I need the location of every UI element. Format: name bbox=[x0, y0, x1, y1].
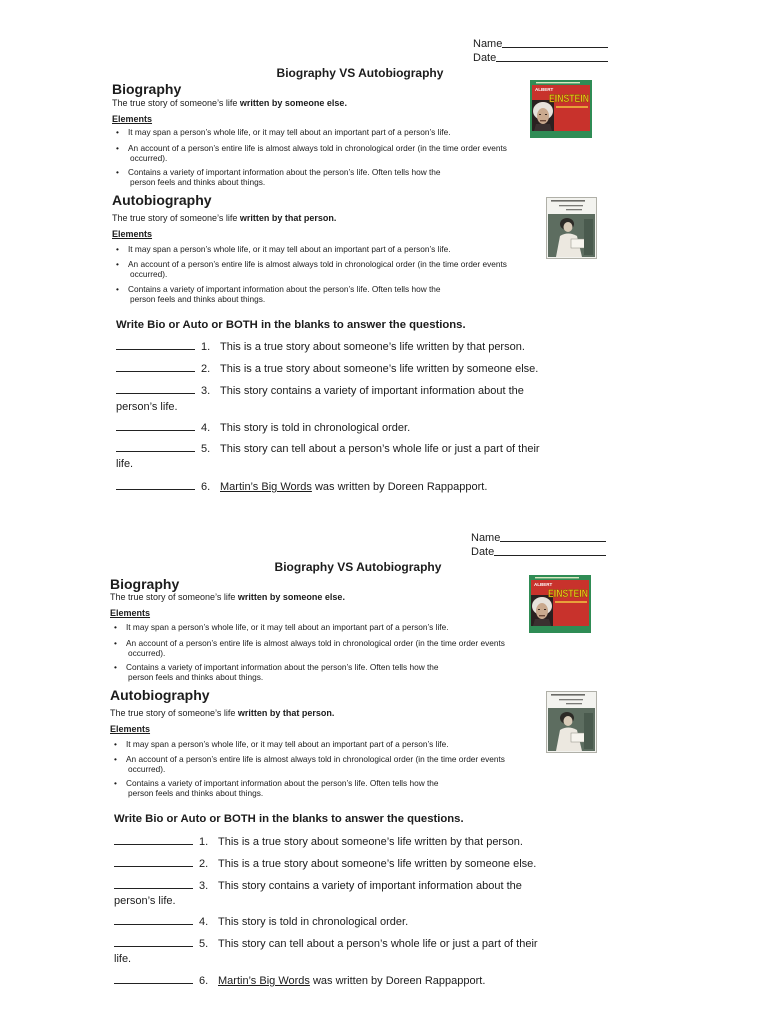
answer-blank bbox=[114, 946, 193, 947]
question-number: 6. bbox=[199, 975, 209, 987]
element-text: • It may span a person’s whole life, or it may tell about an important part of a person’s life. bbox=[128, 127, 451, 137]
biography-heading: Biography bbox=[110, 576, 180, 592]
question-text: This is a true story about someone’s life written by someone else. bbox=[218, 858, 537, 870]
question-number: 1. bbox=[201, 341, 211, 353]
question-number: 4. bbox=[199, 916, 209, 928]
answer-blank bbox=[116, 451, 195, 452]
question-number: 3. bbox=[201, 385, 211, 397]
question-number: 5. bbox=[201, 443, 211, 455]
worksheet-title: Biography VS Autobiography bbox=[274, 560, 442, 574]
question-text: This story contains a variety of important information about the bbox=[218, 880, 522, 892]
autobiography-heading: Autobiography bbox=[110, 687, 210, 703]
definition-text: The true story of someone’s life bbox=[112, 213, 240, 223]
answer-blank bbox=[114, 844, 193, 845]
question-number: 6. bbox=[201, 481, 211, 493]
question-6 bbox=[114, 974, 485, 988]
question-3-continued: person’s life. bbox=[116, 401, 178, 413]
answer-blank bbox=[114, 924, 193, 925]
question-3 bbox=[114, 879, 522, 893]
question-text: was written by Doreen Rappapport. bbox=[309, 975, 486, 987]
instructions: Write Bio or Auto or BOTH in the blanks to answer the questions. bbox=[114, 813, 464, 825]
autobiography-book-cover-image bbox=[546, 197, 597, 259]
answer-blank bbox=[114, 983, 193, 984]
name-label: Name bbox=[473, 38, 503, 50]
element-text-continued: occurred). bbox=[130, 152, 168, 163]
name-field bbox=[473, 37, 608, 51]
biography-heading: Biography bbox=[112, 81, 182, 97]
biography-elements-label: Elements bbox=[110, 608, 151, 618]
worksheet-copy-2 bbox=[0, 494, 766, 994]
element-text: • An account of a person’s entire life is almost always told in chronological order (in the time order events bbox=[128, 143, 507, 153]
element-text: • An account of a person’s entire life is almost always told in chronological order (in the time order events bbox=[128, 259, 507, 269]
question-number: 1. bbox=[199, 836, 209, 848]
autobiography-definition bbox=[110, 707, 334, 719]
question-6 bbox=[116, 480, 487, 494]
biography-elements-label: Elements bbox=[112, 114, 153, 124]
answer-blank bbox=[116, 489, 195, 490]
biography-definition bbox=[110, 591, 345, 603]
element-text: • It may span a person’s whole life, or it may tell about an important part of a person’s life. bbox=[126, 622, 449, 632]
cover-small-text: ALBERT bbox=[535, 87, 554, 92]
question-text: This story is told in chronological order. bbox=[220, 422, 411, 434]
date-field bbox=[473, 51, 608, 65]
autobiography-element-1 bbox=[114, 740, 449, 750]
question-text: This is a true story about someone’s life written by that person. bbox=[218, 836, 523, 848]
question-4 bbox=[114, 915, 408, 929]
element-text-continued: occurred). bbox=[128, 647, 166, 658]
name-field bbox=[471, 531, 606, 545]
definition-text: The true story of someone’s life bbox=[110, 708, 238, 718]
element-text: • Contains a variety of important information about the person’s life. Often tells how the bbox=[128, 284, 441, 294]
date-label: Date bbox=[473, 52, 497, 64]
answer-blank bbox=[114, 866, 193, 867]
answer-blank bbox=[116, 371, 195, 372]
cover-title: EINSTEIN bbox=[548, 588, 589, 600]
element-text: • Contains a variety of important information about the person’s life. Often tells how the bbox=[126, 778, 439, 788]
question-text: This story contains a variety of important information about the bbox=[220, 385, 524, 397]
element-text: • Contains a variety of important information about the person’s life. Often tells how the bbox=[126, 662, 439, 672]
question-number: 4. bbox=[201, 422, 211, 434]
worksheet-title: Biography VS Autobiography bbox=[276, 66, 444, 80]
definition-emphasis: written by that person. bbox=[239, 213, 337, 223]
biography-element-2 bbox=[116, 144, 507, 163]
biography-element-3 bbox=[116, 168, 441, 187]
element-text: • An account of a person’s entire life is almost always told in chronological order (in the time order events bbox=[126, 638, 505, 648]
question-text: This is a true story about someone’s life written by someone else. bbox=[220, 363, 539, 375]
name-blank-line bbox=[500, 541, 606, 542]
element-text-continued: occurred). bbox=[128, 763, 166, 774]
date-field bbox=[471, 545, 606, 559]
cover-small-text: ALBERT bbox=[534, 582, 553, 587]
question-number: 3. bbox=[199, 880, 209, 892]
biography-definition bbox=[112, 97, 347, 109]
book-title: Martin’s Big Words bbox=[218, 975, 310, 987]
question-number: 2. bbox=[201, 363, 211, 375]
question-text: was written by Doreen Rappapport. bbox=[311, 481, 488, 493]
element-text-continued: person feels and thinks about things. bbox=[128, 787, 264, 798]
definition-emphasis: written by someone else. bbox=[237, 592, 345, 602]
definition-emphasis: written by someone else. bbox=[239, 98, 347, 108]
question-3-continued: person’s life. bbox=[114, 895, 176, 907]
question-5-continued: life. bbox=[114, 953, 132, 965]
autobiography-elements-label: Elements bbox=[110, 724, 151, 734]
autobiography-definition bbox=[112, 212, 336, 224]
question-4 bbox=[116, 421, 410, 435]
answer-blank bbox=[116, 430, 195, 431]
question-text: This story is told in chronological order. bbox=[218, 916, 409, 928]
element-text: • Contains a variety of important information about the person’s life. Often tells how the bbox=[128, 167, 441, 177]
einstein-book-cover-image bbox=[530, 80, 592, 138]
worksheet-copy-1 bbox=[0, 0, 768, 500]
question-text: This story can tell about a person’s whole life or just a part of their bbox=[218, 938, 538, 950]
element-text-continued: person feels and thinks about things. bbox=[128, 671, 264, 682]
cover-title: EINSTEIN bbox=[549, 93, 590, 105]
question-5 bbox=[114, 937, 538, 951]
question-5 bbox=[116, 442, 540, 456]
element-text-continued: person feels and thinks about things. bbox=[130, 293, 266, 304]
autobiography-element-3 bbox=[114, 779, 439, 798]
question-2 bbox=[116, 362, 538, 376]
einstein-book-cover-image bbox=[529, 575, 591, 633]
answer-blank bbox=[116, 393, 195, 394]
element-text: • An account of a person’s entire life is almost always told in chronological order (in the time order events bbox=[126, 754, 505, 764]
date-blank-line bbox=[496, 61, 608, 62]
question-1 bbox=[114, 835, 523, 849]
element-text: • It may span a person’s whole life, or it may tell about an important part of a person’s life. bbox=[126, 739, 449, 749]
autobiography-element-1 bbox=[116, 245, 451, 255]
autobiography-elements-label: Elements bbox=[112, 229, 153, 239]
name-label: Name bbox=[471, 532, 501, 544]
date-label: Date bbox=[471, 546, 495, 558]
name-blank-line bbox=[502, 47, 608, 48]
definition-text: The true story of someone’s life bbox=[110, 592, 238, 602]
question-2 bbox=[114, 857, 536, 871]
autobiography-heading: Autobiography bbox=[112, 192, 212, 208]
definition-text: The true story of someone’s life bbox=[112, 98, 240, 108]
biography-element-1 bbox=[114, 623, 449, 633]
question-3 bbox=[116, 384, 524, 398]
autobiography-element-3 bbox=[116, 285, 441, 304]
autobiography-element-2 bbox=[116, 260, 507, 279]
instructions: Write Bio or Auto or BOTH in the blanks to answer the questions. bbox=[116, 319, 466, 331]
element-text-continued: person feels and thinks about things. bbox=[130, 176, 266, 187]
question-5-continued: life. bbox=[116, 458, 134, 470]
question-number: 5. bbox=[199, 938, 209, 950]
answer-blank bbox=[114, 888, 193, 889]
question-text: This story can tell about a person’s whole life or just a part of their bbox=[220, 443, 540, 455]
question-1 bbox=[116, 340, 525, 354]
autobiography-element-2 bbox=[114, 755, 505, 774]
autobiography-book-cover-image bbox=[546, 691, 597, 753]
question-text: This is a true story about someone’s life written by that person. bbox=[220, 341, 525, 353]
date-blank-line bbox=[494, 555, 606, 556]
biography-element-3 bbox=[114, 663, 439, 682]
biography-element-2 bbox=[114, 639, 505, 658]
answer-blank bbox=[116, 349, 195, 350]
definition-emphasis: written by that person. bbox=[237, 708, 335, 718]
element-text-continued: occurred). bbox=[130, 268, 168, 279]
question-number: 2. bbox=[199, 858, 209, 870]
book-title: Martin’s Big Words bbox=[220, 481, 312, 493]
element-text: • It may span a person’s whole life, or it may tell about an important part of a person’s life. bbox=[128, 244, 451, 254]
biography-element-1 bbox=[116, 128, 451, 138]
